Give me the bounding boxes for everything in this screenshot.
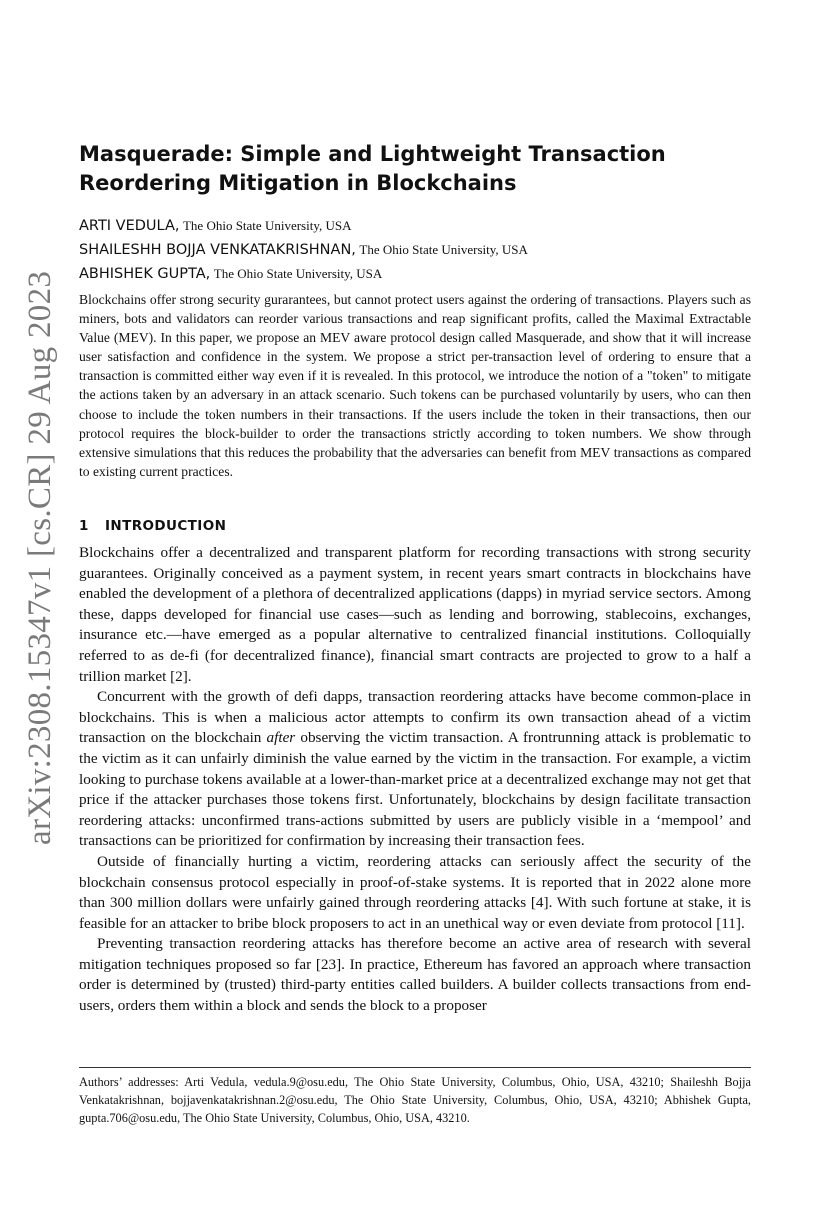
paper-title: Masquerade: Simple and Lightweight Transaction Reordering Mitigation in Blockchains xyxy=(79,142,666,195)
footnote-divider xyxy=(79,1067,751,1068)
section-title: INTRODUCTION xyxy=(105,518,227,534)
author-entry xyxy=(79,262,759,286)
author-entry xyxy=(79,238,759,262)
body-text xyxy=(79,543,751,1017)
paragraph: Outside of financially hurting a victim, reordering attacks can seriously affect the security of the blockchain consensus protocol especially in proof-of-stake systems. It is reported that in 2022 alone more than 300 million dollars were unfairly gained through reordering attacks [4]. With such fortune at stake, it is feasible for an attacker to bribe block proposers to act in an unethical way or even deviate from protocol [11]. xyxy=(79,852,751,932)
paragraph-text: observing the victim transaction. A frontrunning attack is problematic to the victim as it can unfairly diminish the value earned by the victim in the transaction. For example, a victim looking to purchase tokens available at a lower-than-market price at a decentralized exchange may not get that price if the attacker purchases those tokens first. Unfortunately, blockchains by design facilitate transaction reordering attacks: unconfirmed trans-actions submitted by users are publicly visible in a ‘mempool’ and transactions can be prioritized for confirmation by increasing their transaction fees. xyxy=(79,729,751,850)
emphasis-text: after xyxy=(266,729,296,747)
author-entry xyxy=(79,214,759,238)
author-affiliation: The Ohio State University, USA xyxy=(359,242,528,257)
paragraph xyxy=(79,687,751,852)
arxiv-identifier: arXiv:2308.15347v1 [cs.CR] 29 Aug 2023 xyxy=(22,270,58,845)
author-addresses-footnote: Authors’ addresses: Arti Vedula, vedula.9@osu.edu, The Ohio State University, Columbus, Ohio, USA, 43210; Shaileshh Bojja Venkatakrishnan, bojjavenkatakrishnan.2@osu.edu, The Ohio State University, Columbus, Ohio, USA, 43210; Abhishek Gupta, gupta.706@osu.edu, The Ohio State University, Columbus, Ohio, USA, 43210. xyxy=(79,1075,751,1125)
section-number: 1 xyxy=(79,518,89,534)
paragraph: Preventing transaction reordering attacks has therefore become an active area of research with several mitigation techniques proposed so far [23]. In practice, Ethereum has favored an approach where transaction order is determined by (trusted) third-party entities called builders. A builder collects transactions from end-users, orders them within a block and sends the block to a proposer xyxy=(79,935,751,1015)
abstract: Blockchains offer strong security gurarantees, but cannot protect users against the ordering of transactions. Players such as miners, bots and validators can reorder various transactions and reap significant profits, called the Maximal Extractable Value (MEV). In this paper, we propose an MEV aware protocol design called Masquerade, and show that it will increase user satisfaction and confidence in the system. We propose a strict per-transaction level of ordering to ensure that a transaction is committed either way even if it is revealed. In this protocol, we introduce the notion of a "token" to mitigate the actions taken by an adversary in an attack scenario. Such tokens can be purchased voluntarily by users, who can then choose to include the token numbers in their transactions. If the users include the token in their transactions, then our protocol requires the block-builder to order the transactions strictly according to token numbers. We show through extensive simulations that this reduces the probability that the adversaries can benefit from MEV transactions as compared to existing current practices. xyxy=(79,292,751,479)
section-heading xyxy=(79,518,226,534)
author-list xyxy=(79,214,759,286)
paragraph-text: Concurrent with the growth of defi dapps, transaction reordering attacks have become common-place in blockchains. This is when a malicious actor attempts to confirm its own transaction ahead of a victim transaction on the blockchain xyxy=(79,688,751,747)
author-affiliation: The Ohio State University, USA xyxy=(182,218,352,233)
author-affiliation: The Ohio State University, USA xyxy=(213,266,383,281)
author-name: SHAILESHH BOJJA VENKATAKRISHNAN, xyxy=(79,242,356,258)
paragraph: Blockchains offer a decentralized and transparent platform for recording transactions with strong security guarantees. Originally conceived as a payment system, in recent years smart contracts in blockchains have enabled the development of a plethora of decentralized applications (dapps) in myriad service sectors. Among these, dapps developed for financial use cases—such as lending and borrowing, stablecoins, exchanges, insurance etc.—have emerged as a popular alternative to centralized financial institutions. Colloquially referred to as de-fi (for decentralized finance), financial smart contracts are projected to grow to a half a trillion market [2]. xyxy=(79,544,751,685)
author-name: ABHISHEK GUPTA, xyxy=(79,266,211,282)
author-name: ARTI VEDULA, xyxy=(79,218,180,234)
